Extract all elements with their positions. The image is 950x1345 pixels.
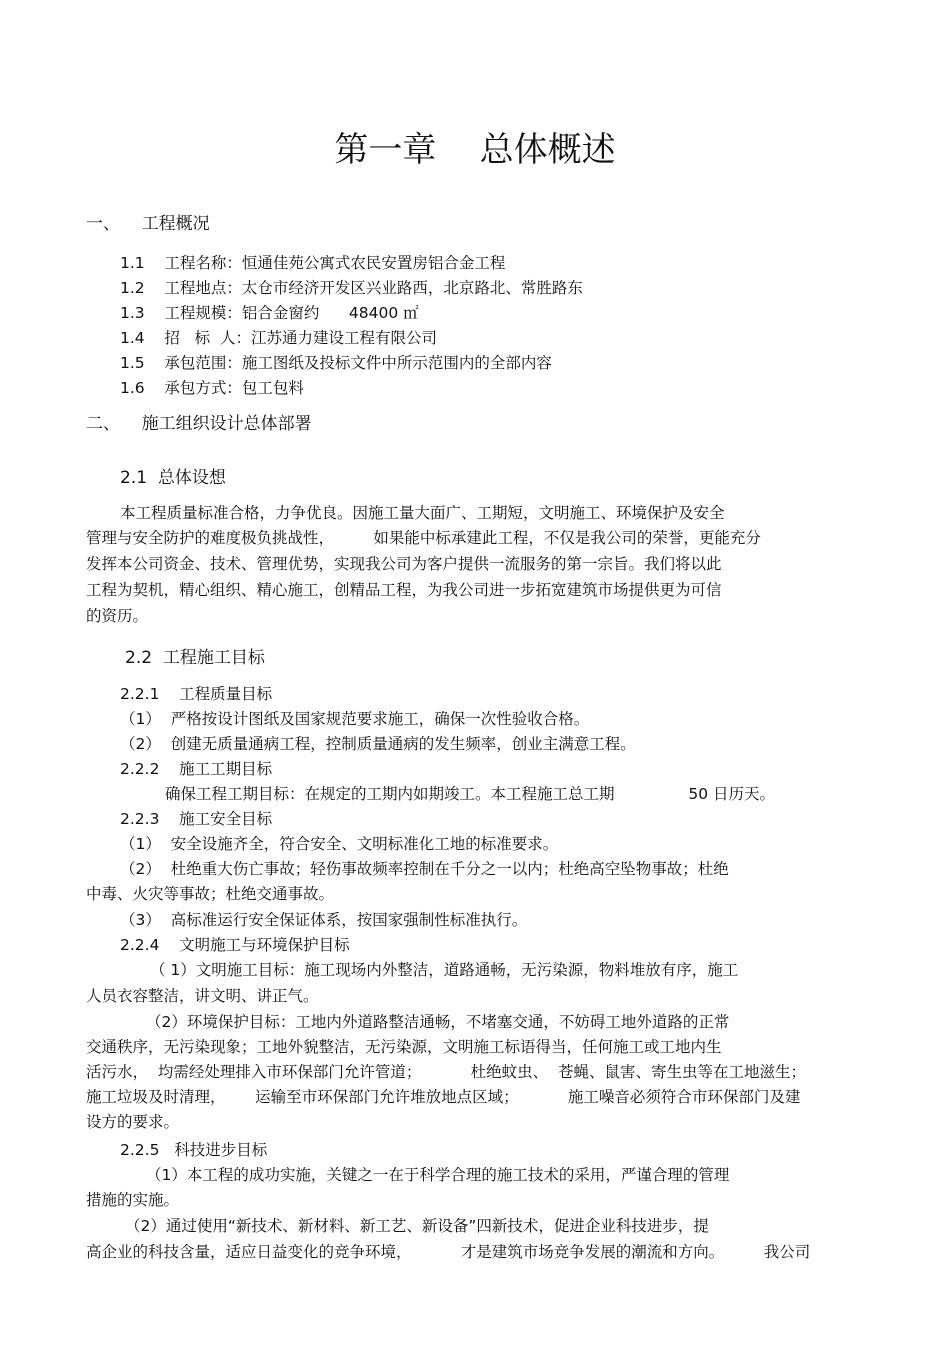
subsection-heading: 2.2 工程施工目标 — [125, 648, 265, 668]
subsection-heading: 2.1 总体设想 — [120, 468, 226, 488]
item-heading: 2.2.1 工程质量目标 — [120, 685, 273, 703]
paragraph-line: （2）通过使用“新技术、新材料、新工艺、新设备”四新技术，促进企业科技进步，提 — [125, 1217, 709, 1235]
chapter-title: 第一章 总体概述 — [334, 130, 616, 170]
paragraph-line: 活污水， 均需经处理排入市环保部门允许管道； 杜绝蚊虫、 苍蝇、鼠害、寄生虫等在工地滋生； — [86, 1063, 806, 1081]
paragraph-line: （2）环境保护目标：工地内外道路整洁通畅，不堵塞交通，不妨碍工地外道路的正常 — [146, 1013, 730, 1031]
item-heading: 2.2.5 科技进步目标 — [120, 1141, 268, 1159]
overview-item: 1.5 承包范围：施工图纸及投标文件中所示范围内的全部内容 — [120, 354, 552, 372]
paragraph-line: 确保工程工期目标：在规定的工期内如期竣工。本工程施工总工期 50 日历天。 — [165, 785, 776, 803]
item-heading: 2.2.4 文明施工与环境保护目标 — [120, 936, 350, 954]
paragraph-line: 中毒、火灾等事故；杜绝交通事故。 — [86, 885, 335, 903]
overview-item: 1.1 工程名称：恒通佳苑公寓式农民安置房铝合金工程 — [120, 254, 506, 272]
paragraph-line: 设方的要求。 — [86, 1113, 180, 1131]
paragraph-line: 交通秩序，无污染现象；工地外貌整洁，无污染源，文明施工标语得当，任何施工或工地内生 — [86, 1038, 722, 1056]
list-item: （3） 高标准运行安全保证体系，按国家强制性标准执行。 — [120, 911, 528, 929]
item-heading: 2.2.3 施工安全目标 — [120, 810, 273, 828]
overview-item: 1.6 承包方式：包工包料 — [120, 379, 304, 397]
paragraph-line: 发挥本公司资金、技术、管理优势，实现我公司为客户提供一流服务的第一宗旨。我们将以此 — [86, 555, 722, 573]
paragraph-line: 的资历。 — [86, 607, 149, 625]
paragraph-line: 高企业的科技含量，适应日益变化的竞争环境， 才是建筑市场竞争发展的潮流和方向。 我公司 — [86, 1243, 811, 1261]
paragraph-line: 工程为契机，精心组织、精心施工，创精品工程，为我公司进一步拓宽建筑市场提供更为可信 — [86, 581, 722, 599]
overview-item: 1.4 招 标 人：江苏通力建设工程有限公司 — [120, 329, 437, 347]
paragraph-line: 施工垃圾及时清理， 运输至市环保部门允许堆放地点区域； 施工噪音必须符合市环保部门及建 — [86, 1088, 801, 1106]
paragraph-line: 本工程质量标准合格，力争优良。因施工量大面广、工期短，文明施工、环境保护及安全 — [120, 504, 725, 522]
item-heading: 2.2.2 施工工期目标 — [120, 760, 273, 778]
list-item: （1） 严格按设计图纸及国家规范要求施工，确保一次性验收合格。 — [120, 710, 590, 728]
list-item: （2） 杜绝重大伤亡事故；轻伤事故频率控制在千分之一以内；杜绝高空坠物事故；杜绝 — [120, 860, 729, 878]
list-item: （1） 安全设施齐全，符合安全、文明标准化工地的标准要求。 — [120, 835, 559, 853]
paragraph-line: 管理与安全防护的难度极负挑战性， 如果能中标承建此工程，不仅是我公司的荣誉，更能充分 — [86, 529, 761, 547]
overview-item: 1.2 工程地点：太仓市经济开发区兴业路西，北京路北、常胜路东 — [120, 279, 583, 297]
overview-item: 1.3 工程规模：铝合金窗约 48400 ㎡ — [120, 304, 419, 322]
list-item: （2） 创建无质量通病工程，控制质量通病的发生频率，创业主满意工程。 — [120, 735, 636, 753]
section-heading: 一、 工程概况 — [86, 214, 210, 234]
paragraph-line: （1）本工程的成功实施，关键之一在于科学合理的施工技术的采用，严谨合理的管理 — [146, 1166, 730, 1184]
paragraph-line: 措施的实施。 — [86, 1191, 180, 1209]
section-heading: 二、 施工组织设计总体部署 — [86, 414, 312, 434]
paragraph-line: 人员衣容整洁，讲文明、讲正气。 — [86, 987, 319, 1005]
paragraph-line: （ 1）文明施工目标：施工现场内外整洁，道路通畅，无污染源，物料堆放有序，施工 — [150, 961, 739, 979]
